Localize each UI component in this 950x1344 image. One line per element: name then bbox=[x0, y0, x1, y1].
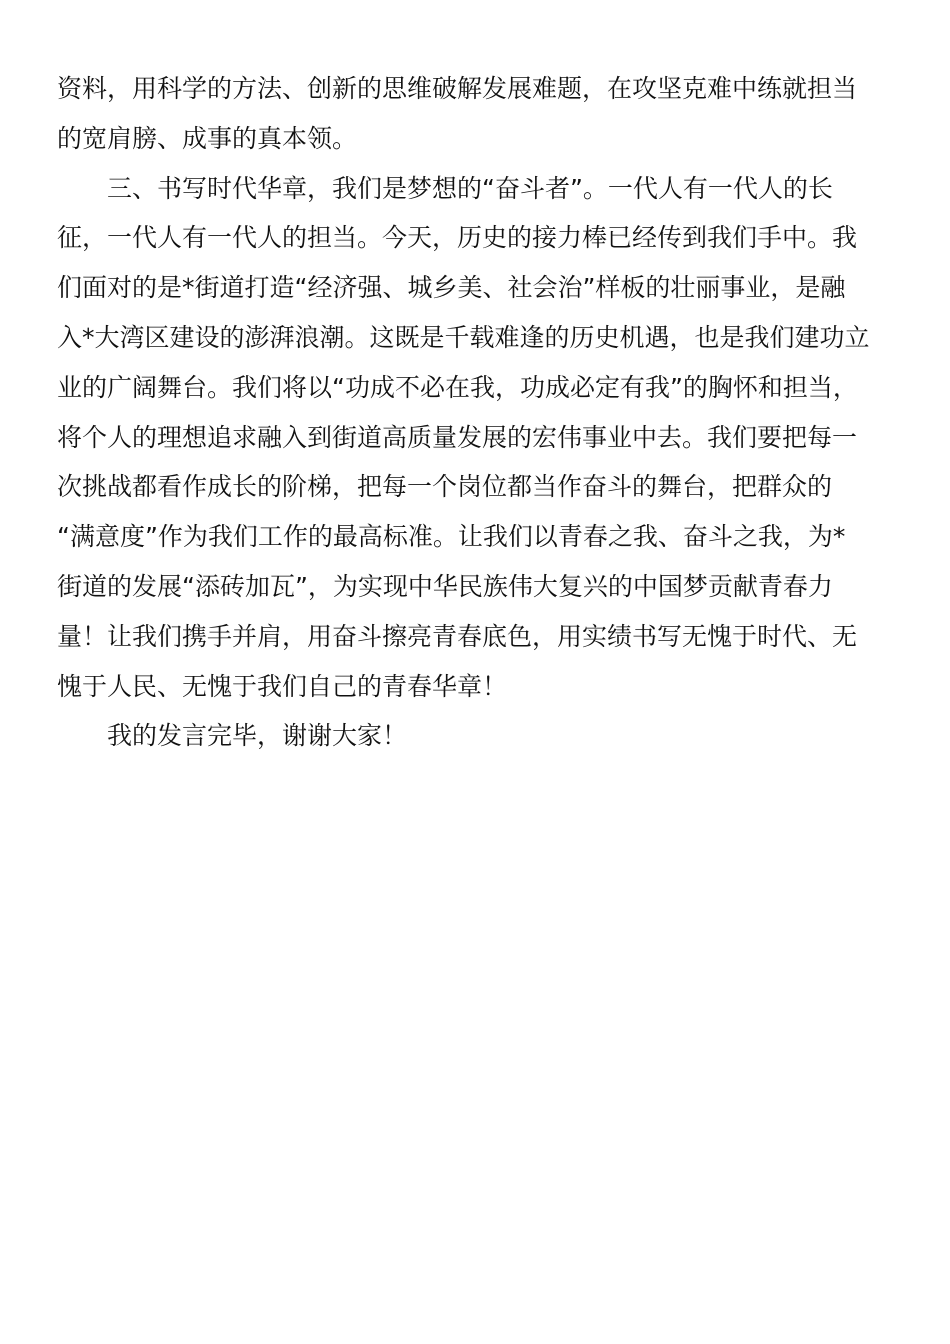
text-line: “满意度”作为我们工作的最高标准。让我们以青春之我、奋斗之我，为* bbox=[57, 522, 846, 552]
text-line: 资料，用科学的方法、创新的思维破解发展难题，在攻坚克难中练就担当 bbox=[57, 74, 858, 103]
text-line: 愧于人民、无愧于我们自己的青春华章！ bbox=[57, 671, 508, 701]
text-line: 将个人的理想追求融入到街道高质量发展的宏伟事业中去。我们要把每一 bbox=[57, 422, 858, 452]
section-heading-line: 三、书写时代华章，我们是梦想的“奋斗者”。一代人有一代人的长 bbox=[107, 173, 833, 203]
text-line: 入*大湾区建设的澎湃浪潮。这既是千载难逢的历史机遇，也是我们建功立 bbox=[57, 322, 870, 352]
text-line: 业的广阔舞台。我们将以“功成不必在我，功成必定有我”的胸怀和担当， bbox=[57, 372, 858, 402]
closing-line: 我的发言完毕，谢谢大家！ bbox=[107, 721, 408, 751]
text-line: 量！让我们携手并肩，用奋斗擦亮青春底色，用实绩书写无愧于时代、无 bbox=[57, 621, 858, 651]
text-line: 街道的发展“添砖加瓦”，为实现中华民族伟大复兴的中国梦贡献青春力 bbox=[57, 571, 833, 601]
body-text bbox=[57, 64, 902, 761]
text-line: 的宽肩膀、成事的真本领。 bbox=[57, 123, 358, 153]
text-line: 征，一代人有一代人的担当。今天，历史的接力棒已经传到我们手中。我 bbox=[57, 223, 858, 253]
text-line: 们面对的是*街道打造“经济强、城乡美、社会治”样板的壮丽事业，是融 bbox=[57, 273, 846, 303]
text-line: 次挑战都看作成长的阶梯，把每一个岗位都当作奋斗的舞台，把群众的 bbox=[57, 472, 833, 502]
